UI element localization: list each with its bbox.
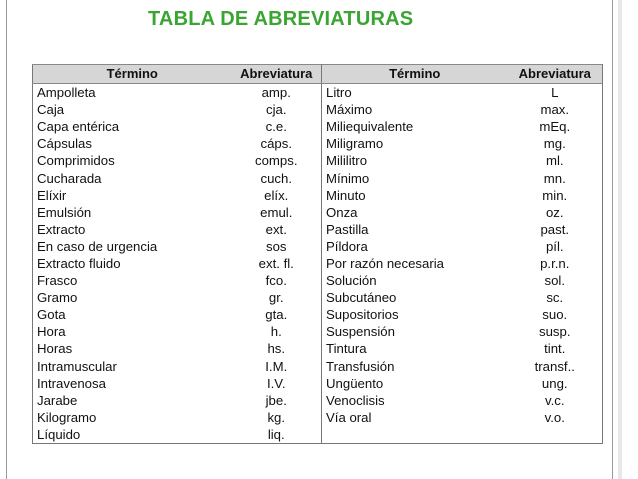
term-cell: Pastilla: [326, 221, 369, 237]
term-cell: En caso de urgencia: [33, 238, 232, 255]
table-row: [33, 272, 603, 289]
term-cell: Extracto fluido: [33, 255, 232, 272]
term-cell: Kilogramo: [33, 409, 232, 426]
table-body: [33, 84, 603, 444]
table-row: [33, 118, 603, 135]
term-cell: Transfusión: [326, 358, 395, 374]
term-cell: [322, 426, 508, 444]
abbreviation-cell: jbe.: [232, 392, 322, 409]
abbreviation-cell: sos: [232, 238, 322, 255]
abbreviation-cell: gr.: [232, 289, 322, 306]
term-cell: Miliequivalente: [326, 119, 414, 135]
table-row: [33, 187, 603, 204]
abbreviation-cell: v.c.: [508, 392, 603, 409]
table-row: [33, 392, 603, 409]
term-cell: Intramuscular: [33, 358, 232, 375]
term-cell: Extracto: [33, 221, 232, 238]
term-cell: Líquido: [33, 426, 232, 444]
term-cell: Máximo: [326, 102, 373, 118]
abbreviation-cell: sc.: [508, 289, 603, 306]
term-cell: Capa entérica: [33, 118, 232, 135]
abbreviation-cell: mg.: [508, 135, 603, 152]
abbreviations-table: [32, 64, 603, 444]
term-cell: Subcutáneo: [326, 290, 397, 306]
table-row: [33, 152, 603, 169]
header-term-1: Término: [33, 65, 232, 84]
abbreviation-cell: cuch.: [232, 169, 322, 186]
slide-border-left: [6, 0, 7, 479]
term-cell: Gota: [33, 306, 232, 323]
abbreviation-cell: transf..: [508, 358, 603, 375]
table-row: [33, 306, 603, 323]
table-row: [33, 426, 603, 444]
abbreviation-cell: mEq.: [508, 118, 603, 135]
term-cell: Intravenosa: [33, 375, 232, 392]
term-cell: Onza: [326, 204, 358, 220]
term-cell: Suspensión: [326, 324, 395, 340]
abbreviation-cell: suo.: [508, 306, 603, 323]
abbreviation-cell: tint.: [508, 340, 603, 357]
abbreviation-cell: hs.: [232, 340, 322, 357]
term-cell: Píldora: [326, 238, 368, 254]
term-cell: Elíxir: [33, 187, 232, 204]
term-cell: Por razón necesaria: [326, 255, 445, 271]
term-cell: Miligramo: [326, 136, 384, 152]
table-row: [33, 340, 603, 357]
table-row: [33, 84, 603, 102]
term-cell: Ungüento: [326, 375, 384, 391]
slide-border-right: [612, 0, 613, 479]
header-term-2: Término: [322, 65, 508, 84]
table-header-row: [33, 65, 603, 84]
abbreviation-cell: liq.: [232, 426, 322, 444]
abbreviation-cell: kg.: [232, 409, 322, 426]
table-row: [33, 101, 603, 118]
term-cell: Cápsulas: [33, 135, 232, 152]
slide-border-shadow: [618, 0, 622, 479]
term-cell: Comprimidos: [33, 152, 232, 169]
table-row: [33, 204, 603, 221]
term-cell: Supositorios: [326, 307, 399, 323]
abbreviation-cell: gta.: [232, 306, 322, 323]
term-cell: Solución: [326, 273, 377, 289]
table-row: [33, 221, 603, 238]
term-cell: Jarabe: [33, 392, 232, 409]
page-title: TABLA DE ABREVIATURAS: [148, 8, 414, 30]
abbreviation-cell: ext. fl.: [232, 255, 322, 272]
term-cell: Caja: [33, 101, 232, 118]
table-row: [33, 375, 603, 392]
abbreviation-cell: past.: [508, 221, 603, 238]
table-row: [33, 358, 603, 375]
term-cell: Gramo: [33, 289, 232, 306]
abbreviation-cell: c.e.: [232, 118, 322, 135]
term-cell: Ampolleta: [33, 84, 232, 102]
abbreviation-cell: [508, 426, 603, 444]
table-row: [33, 323, 603, 340]
table-row: [33, 255, 603, 272]
abbreviation-cell: L: [508, 84, 603, 102]
abbreviation-cell: cáps.: [232, 135, 322, 152]
abbreviation-cell: ext.: [232, 221, 322, 238]
table-row: [33, 289, 603, 306]
abbreviation-cell: sol.: [508, 272, 603, 289]
term-cell: Litro: [326, 85, 352, 101]
table-row: [33, 409, 603, 426]
term-cell: Horas: [33, 340, 232, 357]
term-cell: Mililitro: [326, 153, 368, 169]
table-row: [33, 238, 603, 255]
term-cell: Tintura: [326, 341, 367, 357]
abbreviation-cell: I.M.: [232, 358, 322, 375]
abbreviation-cell: ung.: [508, 375, 603, 392]
abbreviation-cell: elíx.: [232, 187, 322, 204]
abbreviation-cell: I.V.: [232, 375, 322, 392]
abbreviation-cell: susp.: [508, 323, 603, 340]
abbreviation-cell: amp.: [232, 84, 322, 102]
abbreviation-cell: comps.: [232, 152, 322, 169]
abbreviation-cell: v.o.: [508, 409, 603, 426]
term-cell: Emulsión: [33, 204, 232, 221]
header-abbreviation-2: Abreviatura: [508, 65, 603, 84]
abbreviation-cell: fco.: [232, 272, 322, 289]
term-cell: Mínimo: [326, 170, 370, 186]
term-cell: Vía oral: [326, 409, 372, 425]
term-cell: Minuto: [326, 187, 366, 203]
abbreviation-cell: max.: [508, 101, 603, 118]
abbreviation-cell: mn.: [508, 169, 603, 186]
term-cell: Frasco: [33, 272, 232, 289]
abbreviation-cell: píl.: [508, 238, 603, 255]
header-abbreviation-1: Abreviatura: [232, 65, 322, 84]
abbreviation-cell: min.: [508, 187, 603, 204]
abbreviation-cell: oz.: [508, 204, 603, 221]
table-row: [33, 135, 603, 152]
term-cell: Hora: [33, 323, 232, 340]
table-row: [33, 169, 603, 186]
abbreviation-cell: cja.: [232, 101, 322, 118]
term-cell: Cucharada: [33, 169, 232, 186]
abbreviation-cell: p.r.n.: [508, 255, 603, 272]
term-cell: Venoclisis: [326, 392, 385, 408]
abbreviation-cell: ml.: [508, 152, 603, 169]
abbreviation-cell: h.: [232, 323, 322, 340]
abbreviation-cell: emul.: [232, 204, 322, 221]
